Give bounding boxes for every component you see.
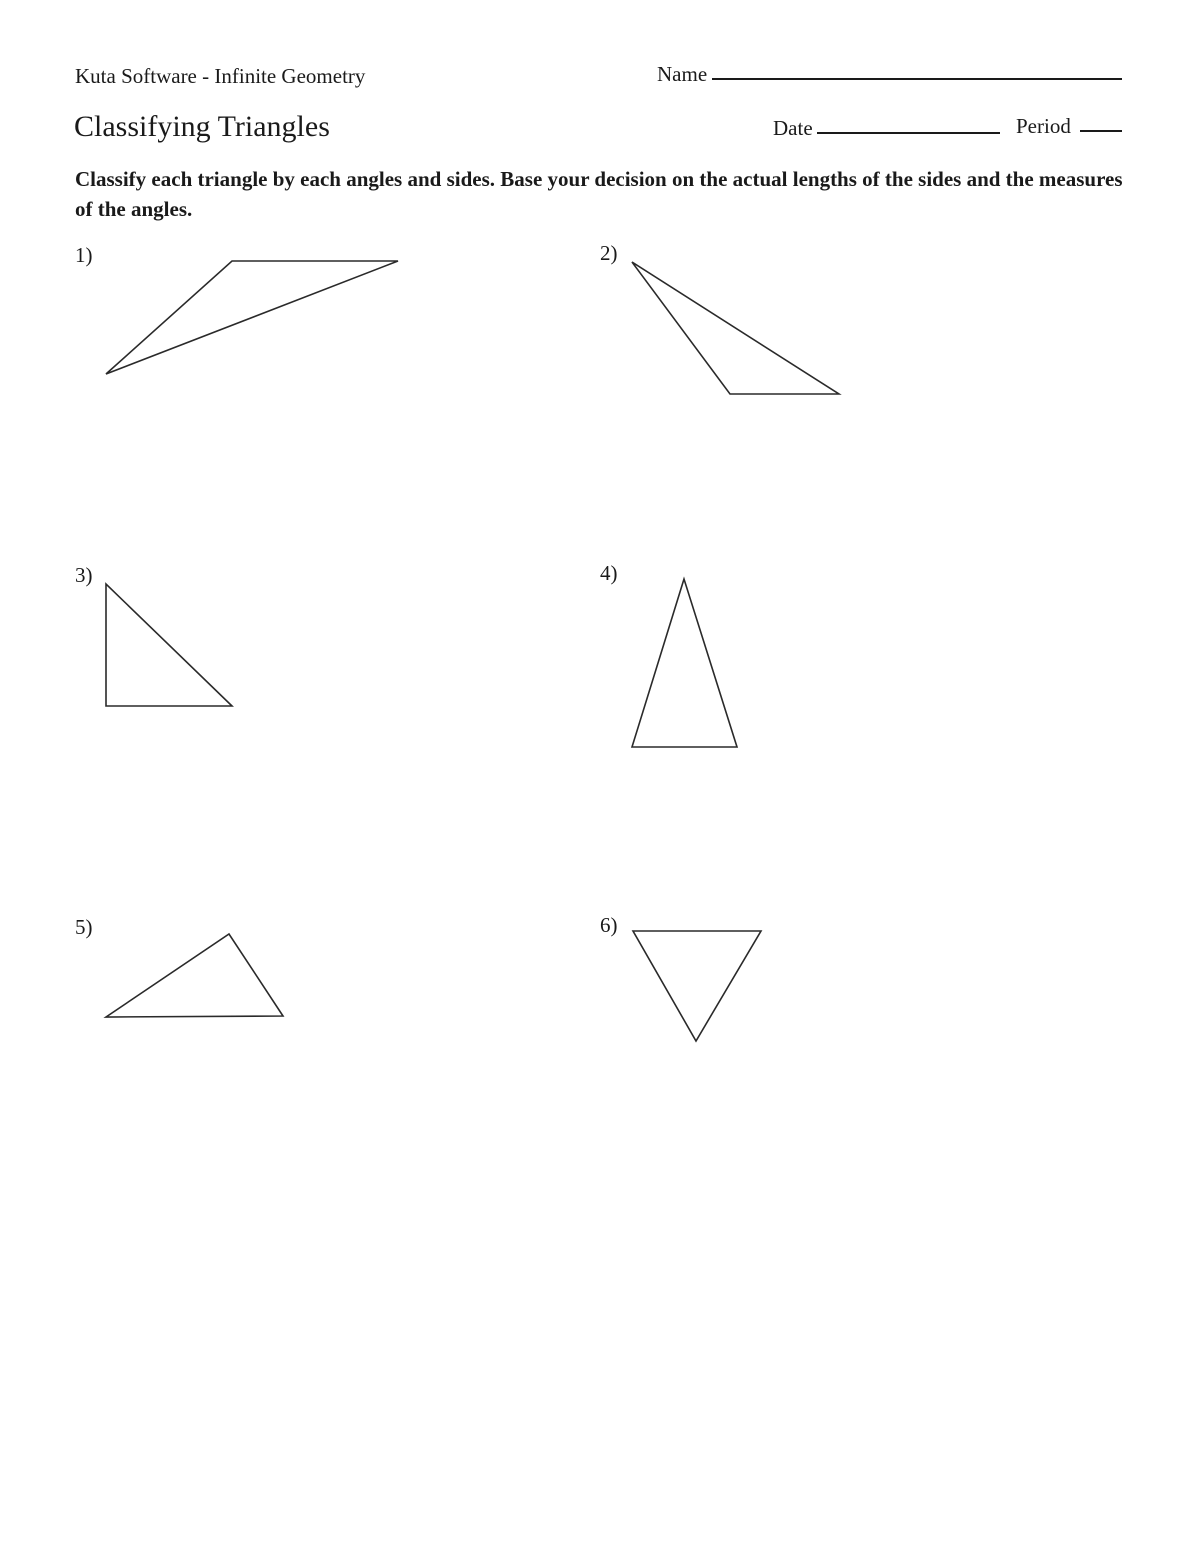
date-line [817,132,1000,134]
period-label: Period [1016,114,1071,138]
problem-number: 1) [75,243,93,267]
period-line [1080,130,1122,132]
triangle-4 [632,579,737,747]
problem-number: 6) [600,913,618,937]
triangle-6 [633,931,761,1041]
triangle-3 [106,584,232,706]
instructions: Classify each triangle by each angles and sides. Base your decision on the actual lengths of the sides and the measures of the angles. [75,167,1123,221]
triangle-2 [632,262,839,394]
problem-number: 3) [75,563,93,587]
problem-number: 4) [600,561,618,585]
worksheet-title: Classifying Triangles [74,110,330,143]
name-label: Name [657,62,708,86]
problem-number: 5) [75,915,93,939]
triangle-1 [106,261,398,374]
name-line [712,78,1122,80]
triangle-5 [106,934,283,1017]
software-name: Kuta Software - Infinite Geometry [75,64,366,88]
problem-number: 2) [600,241,618,265]
date-label: Date [773,116,813,140]
